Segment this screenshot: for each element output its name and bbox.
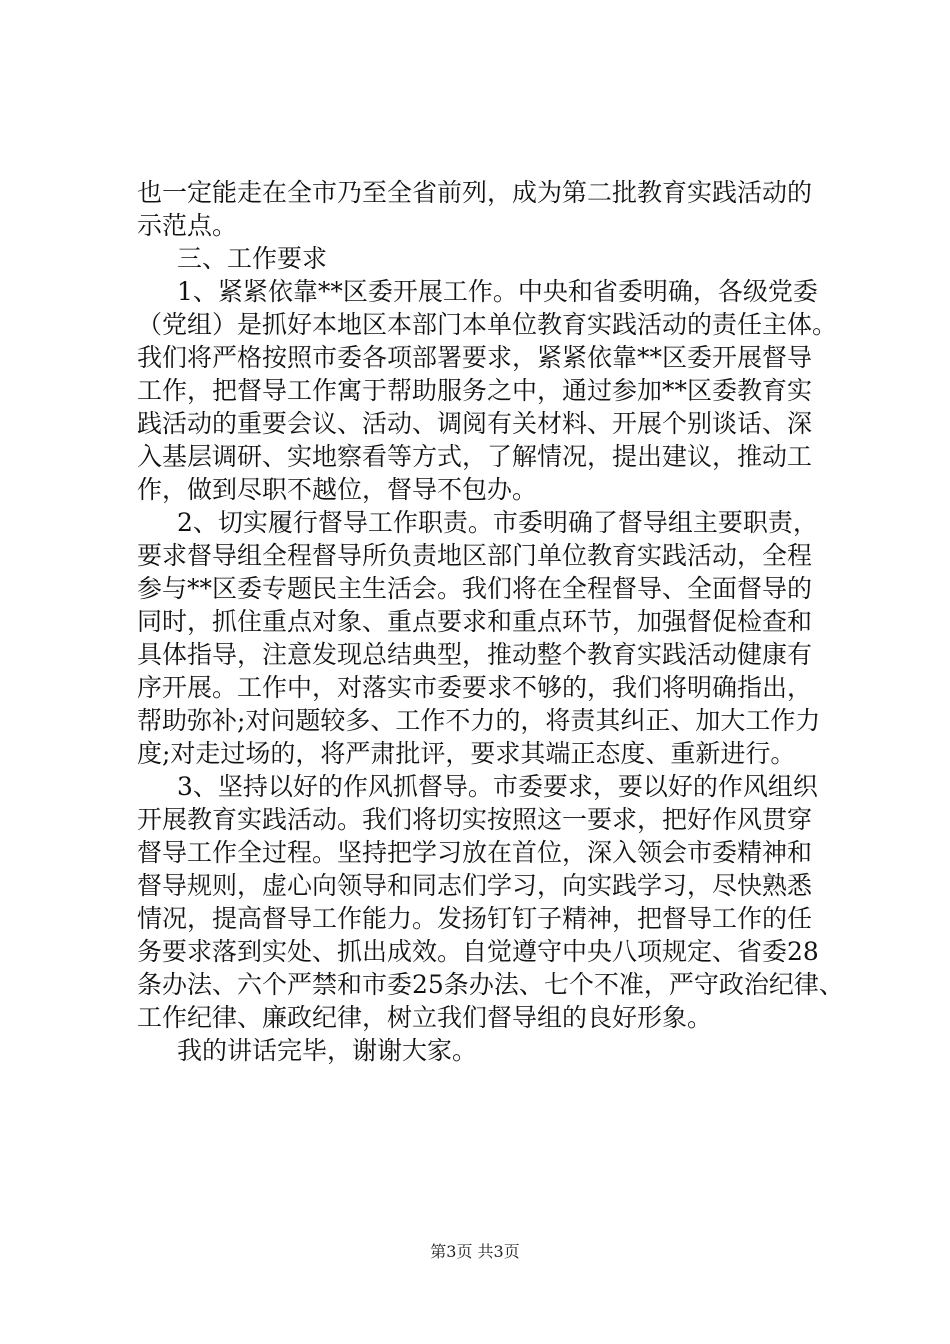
body-text-line: 参与**区委专题民主生活会。我们将在全程督导、全面督导的 — [137, 574, 813, 603]
body-text-line: 我们将严格按照市委各项部署要求，紧紧依靠**区委开展督导 — [137, 343, 813, 372]
body-text-line: 开展教育实践活动。我们将切实按照这一要求，把好作风贯穿 — [137, 805, 813, 834]
body-text-line: 督导规则，虚心向领导和同志们学习，向实践学习，尽快熟悉 — [137, 871, 813, 900]
body-text-line: 入基层调研、实地察看等方式，了解情况，提出建议，推动工 — [137, 442, 813, 471]
body-text-line: 工作纪律、廉政纪律，树立我们督导组的良好形象。 — [137, 1003, 713, 1032]
paragraph-2-start: 2、切实履行督导工作职责。市委明确了督导组主要职责， — [177, 508, 818, 537]
closing-remark: 我的讲话完毕，谢谢大家。 — [177, 1036, 478, 1065]
body-text-line: 度;对走过场的，将严肃批评，要求其端正态度、重新进行。 — [137, 739, 796, 768]
body-text-line: 序开展。工作中，对落实市委要求不够的，我们将明确指出， — [137, 673, 813, 702]
body-text-line: 要求督导组全程督导所负责地区部门单位教育实践活动，全程 — [137, 541, 813, 570]
body-text-line: 也一定能走在全市乃至全省前列，成为第二批教育实践活动的 — [137, 178, 813, 207]
body-text-line: 践活动的重要会议、活动、调阅有关材料、开展个别谈话、深 — [137, 409, 813, 438]
section-heading: 三、工作要求 — [177, 244, 328, 273]
body-text-line: 务要求落到实处、抓出成效。自觉遵守中央八项规定、省委28 — [137, 937, 819, 966]
body-text-line: 情况，提高督导工作能力。发扬钉钉子精神，把督导工作的任 — [137, 904, 813, 933]
body-text-line: 工作，把督导工作寓于帮助服务之中，通过参加**区委教育实 — [137, 376, 813, 405]
paragraph-3-start: 3、坚持以好的作风抓督导。市委要求，要以好的作风组织 — [177, 772, 818, 801]
body-text-line: 具体指导，注意发现总结典型，推动整个教育实践活动健康有 — [137, 640, 813, 669]
body-text-line: 督导工作全过程。坚持把学习放在首位，深入领会市委精神和 — [137, 838, 813, 867]
body-text-line: （党组）是抓好本地区本部门本单位教育实践活动的责任主体。 — [137, 310, 838, 339]
page-number-footer: 第3页 共3页 — [430, 1242, 520, 1261]
body-text-line: 同时，抓住重点对象、重点要求和重点环节，加强督促检查和 — [137, 607, 813, 636]
body-text-line: 条办法、六个严禁和市委25条办法、七个不准，严守政治纪律、 — [137, 970, 844, 999]
paragraph-1-start: 1、紧紧依靠**区委开展工作。中央和省委明确，各级党委 — [177, 277, 818, 306]
body-text-line: 帮助弥补;对问题较多、工作不力的，将责其纠正、加大工作力 — [137, 706, 821, 735]
body-text-line: 示范点。 — [137, 211, 238, 240]
body-text-line: 作，做到尽职不越位，督导不包办。 — [137, 475, 538, 504]
